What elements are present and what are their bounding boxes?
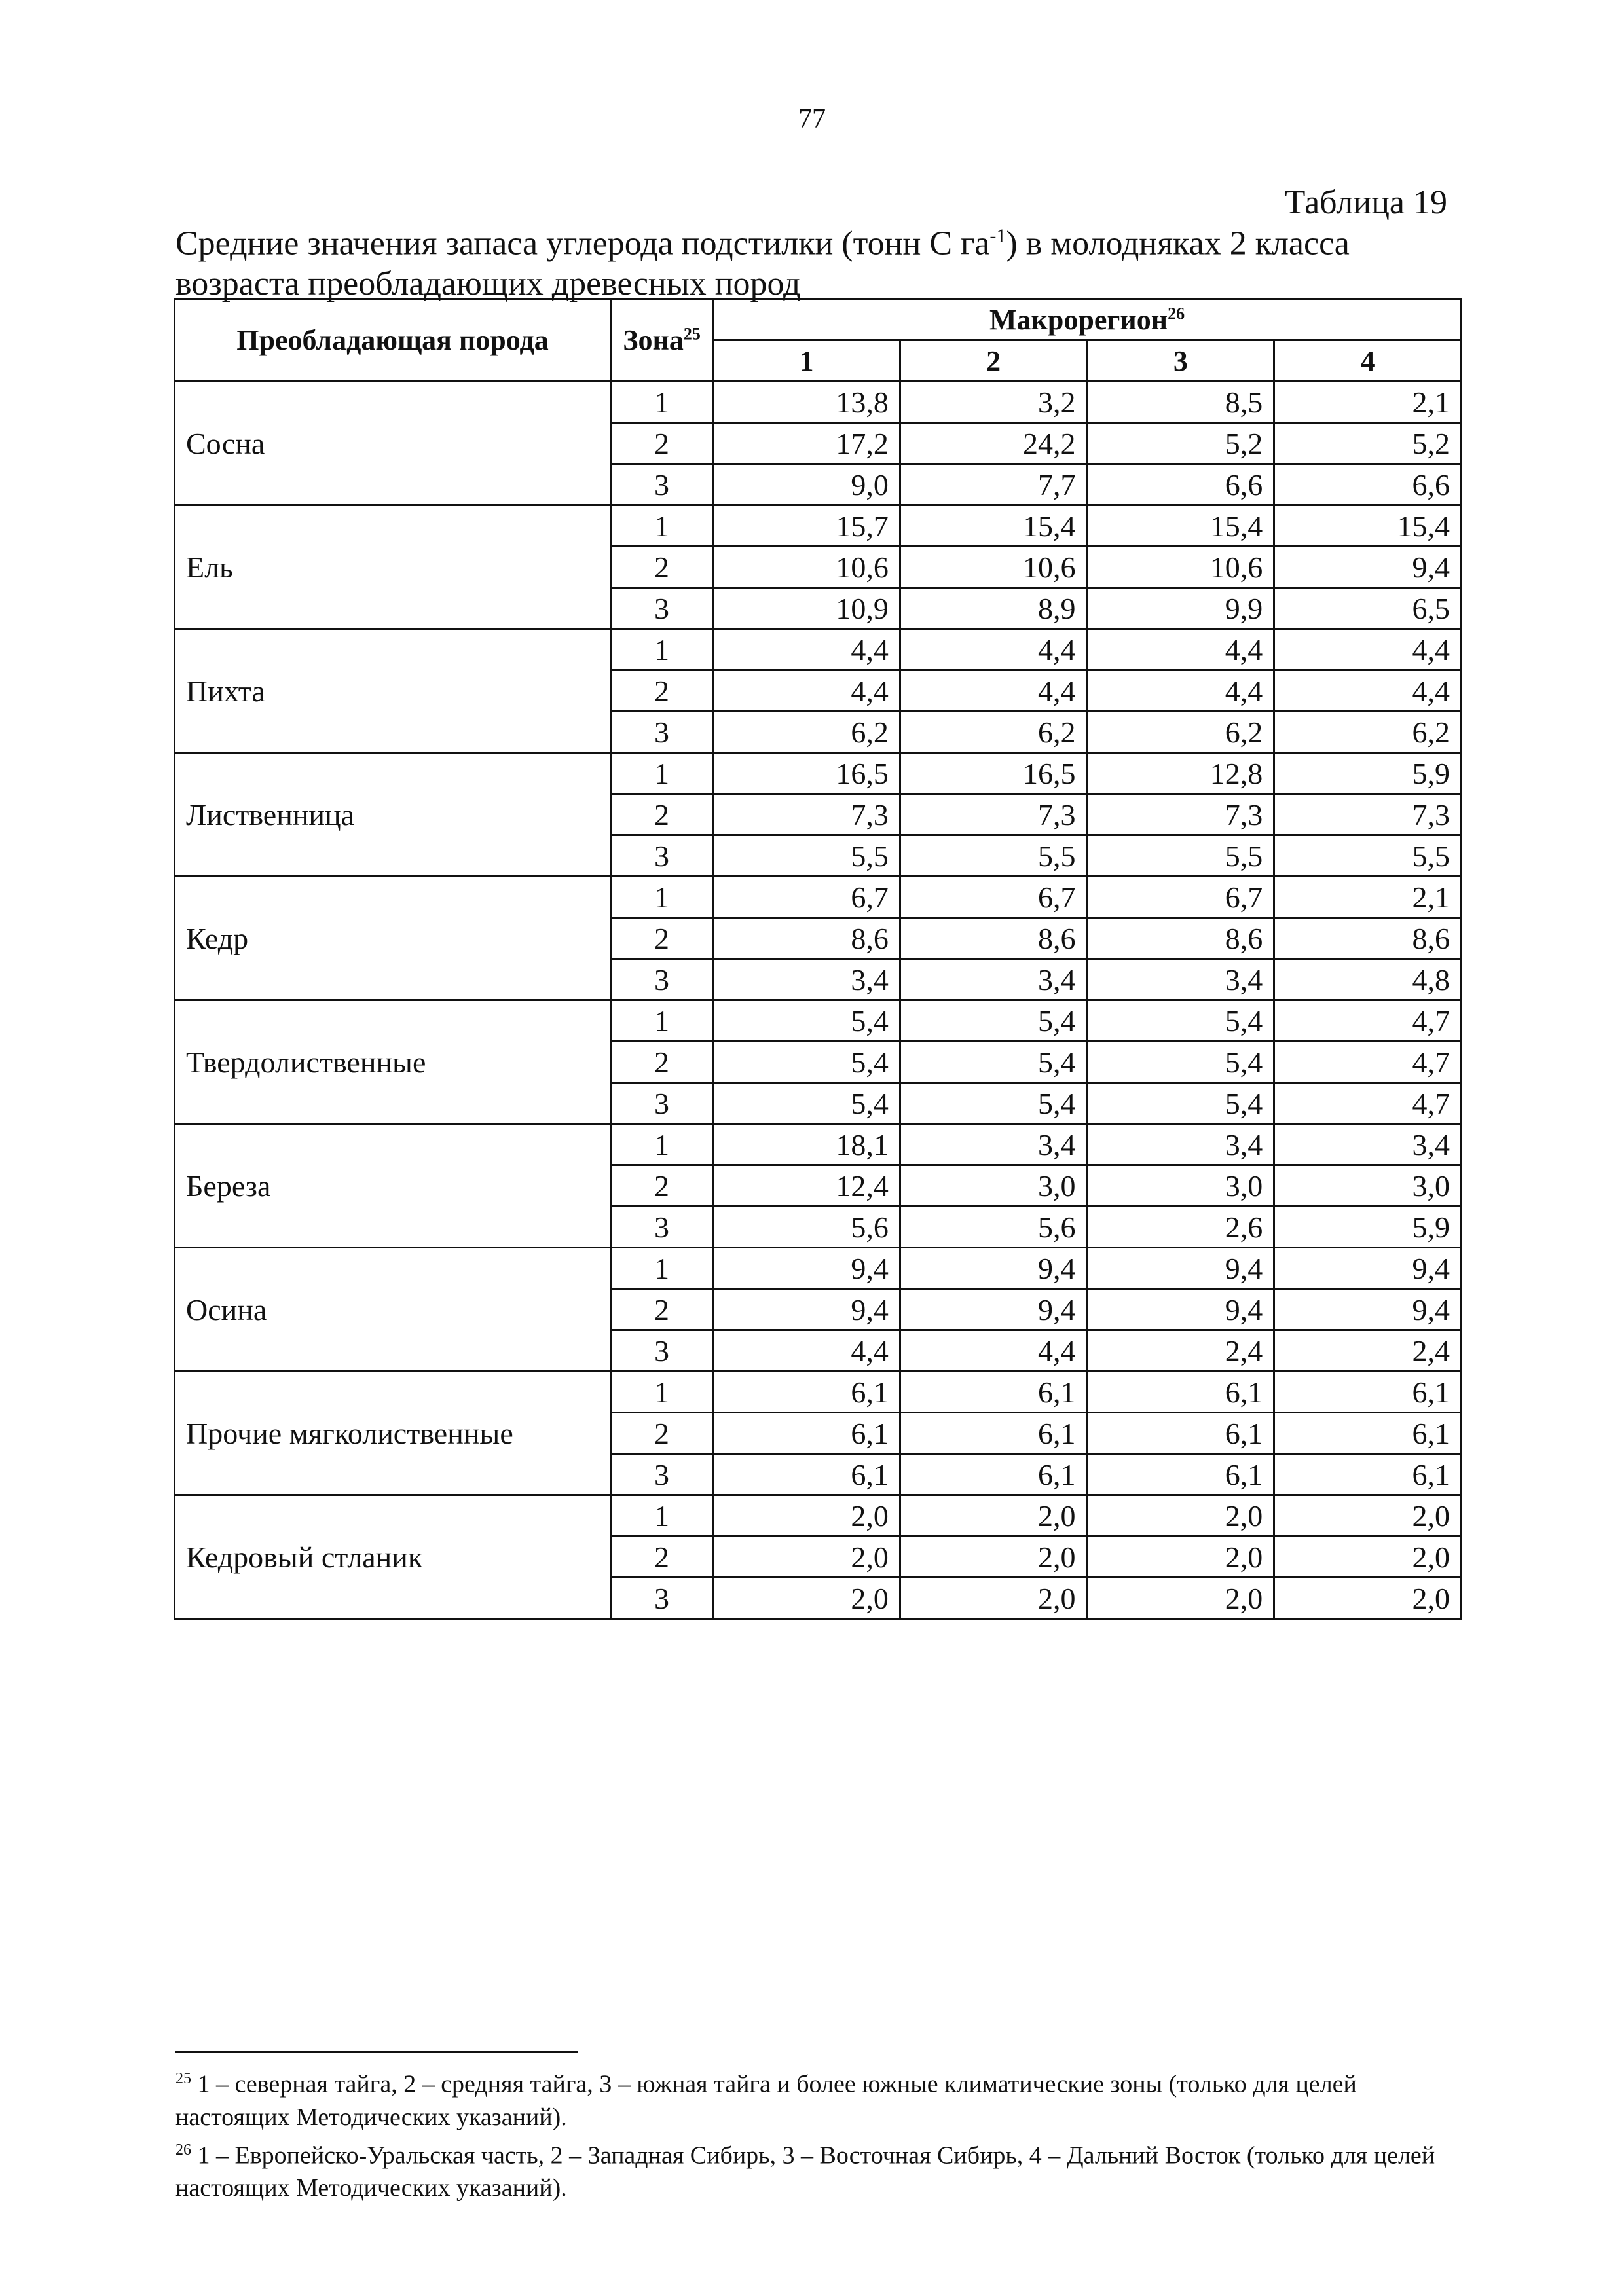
zone-cell: 2: [610, 423, 712, 464]
value-cell-region-2: 8,6: [900, 918, 1087, 959]
zone-cell: 3: [610, 1330, 712, 1372]
value-cell-region-1: 6,1: [713, 1413, 900, 1454]
zone-cell: 1: [610, 877, 712, 918]
caption-text-end: ) в молодняках 2 класса возраста преобладающих древесных пород: [175, 225, 1350, 303]
header-region-2: 2: [900, 340, 1087, 382]
page-number: 77: [798, 104, 826, 134]
value-cell-region-2: 5,5: [900, 835, 1087, 877]
value-cell-region-2: 3,0: [900, 1165, 1087, 1207]
value-cell-region-3: 9,9: [1087, 588, 1274, 629]
value-cell-region-2: 2,0: [900, 1495, 1087, 1537]
value-cell-region-3: 6,6: [1087, 464, 1274, 505]
species-cell: Пихта: [175, 629, 611, 753]
value-cell-region-1: 9,0: [713, 464, 900, 505]
value-cell-region-4: 15,4: [1274, 505, 1462, 547]
value-cell-region-2: 6,1: [900, 1413, 1087, 1454]
value-cell-region-2: 4,4: [900, 670, 1087, 712]
value-cell-region-2: 9,4: [900, 1248, 1087, 1289]
value-cell-region-1: 5,5: [713, 835, 900, 877]
value-cell-region-3: 6,1: [1087, 1372, 1274, 1413]
value-cell-region-4: 4,7: [1274, 1000, 1462, 1042]
zone-cell: 3: [610, 1578, 712, 1619]
zone-cell: 3: [610, 835, 712, 877]
value-cell-region-2: 4,4: [900, 629, 1087, 670]
header-zone: Зона$^{25}$: [610, 299, 712, 382]
value-cell-region-2: 5,4: [900, 1042, 1087, 1083]
zone-cell: 2: [610, 1289, 712, 1330]
value-cell-region-4: 6,2: [1274, 712, 1462, 753]
species-cell: Осина: [175, 1248, 611, 1372]
table-row: [175, 505, 1462, 547]
value-cell-region-4: 5,2: [1274, 423, 1462, 464]
value-cell-region-1: 2,0: [713, 1537, 900, 1578]
header-region-3: 3: [1087, 340, 1274, 382]
value-cell-region-2: 6,1: [900, 1372, 1087, 1413]
zone-cell: 2: [610, 918, 712, 959]
footnote-divider: [175, 2051, 578, 2053]
footnote-text: 1 – северная тайга, 2 – средняя тайга, 3 – южная тайга и более южные климатические зоны (только для целей настоящих Методических указаний).: [175, 2070, 1357, 2131]
value-cell-region-3: 7,3: [1087, 794, 1274, 835]
table-row: [175, 753, 1462, 794]
value-cell-region-4: 2,1: [1274, 877, 1462, 918]
zone-cell: 3: [610, 464, 712, 505]
value-cell-region-1: 6,1: [713, 1372, 900, 1413]
zone-cell: 1: [610, 505, 712, 547]
value-cell-region-4: 4,7: [1274, 1042, 1462, 1083]
value-cell-region-3: 3,4: [1087, 959, 1274, 1000]
table-row: [175, 1124, 1462, 1165]
value-cell-region-1: 18,1: [713, 1124, 900, 1165]
table-row: [175, 1372, 1462, 1413]
header-region-4: 4: [1274, 340, 1462, 382]
value-cell-region-3: 5,4: [1087, 1042, 1274, 1083]
value-cell-region-3: 3,4: [1087, 1124, 1274, 1165]
footnote-26: [175, 2134, 1459, 2205]
value-cell-region-4: 6,1: [1274, 1372, 1462, 1413]
zone-cell: 3: [610, 712, 712, 753]
zone-cell: 1: [610, 1248, 712, 1289]
footnote-text: 1 – Европейско-Уральская часть, 2 – Западная Сибирь, 3 – Восточная Сибирь, 4 – Дальний Восток (только для целей настоящих Методических указаний).: [175, 2141, 1435, 2202]
zone-cell: 2: [610, 1165, 712, 1207]
value-cell-region-1: 16,5: [713, 753, 900, 794]
value-cell-region-3: 9,4: [1087, 1248, 1274, 1289]
value-cell-region-3: 4,4: [1087, 670, 1274, 712]
value-cell-region-4: 3,4: [1274, 1124, 1462, 1165]
value-cell-region-1: 9,4: [713, 1248, 900, 1289]
zone-cell: 3: [610, 959, 712, 1000]
value-cell-region-2: 10,6: [900, 547, 1087, 588]
zone-cell: 3: [610, 588, 712, 629]
value-cell-region-3: 5,4: [1087, 1083, 1274, 1124]
value-cell-region-2: 6,2: [900, 712, 1087, 753]
table-row: [175, 382, 1462, 423]
zone-cell: 2: [610, 547, 712, 588]
value-cell-region-2: 2,0: [900, 1537, 1087, 1578]
value-cell-region-3: 6,7: [1087, 877, 1274, 918]
zone-cell: 2: [610, 670, 712, 712]
value-cell-region-4: 2,1: [1274, 382, 1462, 423]
species-cell: Сосна: [175, 382, 611, 505]
value-cell-region-2: 4,4: [900, 1330, 1087, 1372]
value-cell-region-4: 7,3: [1274, 794, 1462, 835]
value-cell-region-2: 16,5: [900, 753, 1087, 794]
value-cell-region-2: 2,0: [900, 1578, 1087, 1619]
value-cell-region-1: 6,7: [713, 877, 900, 918]
value-cell-region-1: 3,4: [713, 959, 900, 1000]
value-cell-region-2: 7,3: [900, 794, 1087, 835]
zone-cell: 1: [610, 382, 712, 423]
value-cell-region-1: 9,4: [713, 1289, 900, 1330]
value-cell-region-2: 9,4: [900, 1289, 1087, 1330]
value-cell-region-4: 6,6: [1274, 464, 1462, 505]
zone-cell: 1: [610, 1000, 712, 1042]
footnote-mark: 26: [175, 2141, 191, 2159]
value-cell-region-2: 15,4: [900, 505, 1087, 547]
value-cell-region-4: 5,9: [1274, 1207, 1462, 1248]
zone-cell: 1: [610, 629, 712, 670]
value-cell-region-2: 6,1: [900, 1454, 1087, 1495]
carbon-litter-table: [174, 298, 1462, 1620]
value-cell-region-4: 2,0: [1274, 1495, 1462, 1537]
value-cell-region-1: 6,2: [713, 712, 900, 753]
value-cell-region-1: 4,4: [713, 1330, 900, 1372]
zone-cell: 3: [610, 1207, 712, 1248]
value-cell-region-3: 5,4: [1087, 1000, 1274, 1042]
table-body: [175, 382, 1462, 1619]
table-row: [175, 1248, 1462, 1289]
value-cell-region-2: 3,4: [900, 959, 1087, 1000]
value-cell-region-3: 2,0: [1087, 1537, 1274, 1578]
value-cell-region-1: 13,8: [713, 382, 900, 423]
species-cell: Лиственница: [175, 753, 611, 877]
table-row: [175, 1000, 1462, 1042]
value-cell-region-4: 6,1: [1274, 1413, 1462, 1454]
value-cell-region-4: 9,4: [1274, 1248, 1462, 1289]
value-cell-region-4: 9,4: [1274, 1289, 1462, 1330]
value-cell-region-2: 8,9: [900, 588, 1087, 629]
value-cell-region-4: 6,5: [1274, 588, 1462, 629]
value-cell-region-3: 6,2: [1087, 712, 1274, 753]
value-cell-region-3: 6,1: [1087, 1454, 1274, 1495]
value-cell-region-3: 9,4: [1087, 1289, 1274, 1330]
value-cell-region-2: 3,2: [900, 382, 1087, 423]
caption-text-start: Средние значения запаса углерода подстилки (тонн С га: [175, 225, 990, 263]
value-cell-region-4: 6,1: [1274, 1454, 1462, 1495]
value-cell-region-1: 5,4: [713, 1000, 900, 1042]
value-cell-region-4: 4,4: [1274, 629, 1462, 670]
value-cell-region-1: 5,4: [713, 1083, 900, 1124]
value-cell-region-3: 2,6: [1087, 1207, 1274, 1248]
value-cell-region-2: 7,7: [900, 464, 1087, 505]
value-cell-region-3: 2,0: [1087, 1578, 1274, 1619]
value-cell-region-3: 2,0: [1087, 1495, 1274, 1537]
species-cell: Береза: [175, 1124, 611, 1248]
header-macroregion-footnote-mark: 26: [1168, 303, 1185, 323]
zone-cell: 3: [610, 1083, 712, 1124]
value-cell-region-3: 4,4: [1087, 629, 1274, 670]
value-cell-region-3: 3,0: [1087, 1165, 1274, 1207]
table-row: [175, 877, 1462, 918]
zone-cell: 3: [610, 1454, 712, 1495]
zone-cell: 2: [610, 1413, 712, 1454]
header-species: Преобладающая порода: [175, 299, 611, 382]
value-cell-region-2: 3,4: [900, 1124, 1087, 1165]
value-cell-region-1: 4,4: [713, 670, 900, 712]
value-cell-region-2: 5,4: [900, 1083, 1087, 1124]
value-cell-region-3: 12,8: [1087, 753, 1274, 794]
species-cell: Кедровый стланик: [175, 1495, 611, 1619]
value-cell-region-1: 5,6: [713, 1207, 900, 1248]
value-cell-region-4: 9,4: [1274, 547, 1462, 588]
value-cell-region-1: 5,4: [713, 1042, 900, 1083]
table-row: [175, 1495, 1462, 1537]
species-cell: Кедр: [175, 877, 611, 1000]
value-cell-region-1: 17,2: [713, 423, 900, 464]
footnote-mark: 25: [175, 2070, 191, 2087]
zone-cell: 1: [610, 1124, 712, 1165]
footnote-25: [175, 2062, 1459, 2134]
zone-cell: 2: [610, 794, 712, 835]
value-cell-region-1: 2,0: [713, 1495, 900, 1537]
value-cell-region-2: 5,4: [900, 1000, 1087, 1042]
table-label: Таблица 19: [1284, 184, 1447, 221]
caption-superscript: -1: [989, 225, 1006, 247]
value-cell-region-4: 5,5: [1274, 835, 1462, 877]
value-cell-region-3: 5,5: [1087, 835, 1274, 877]
value-cell-region-1: 15,7: [713, 505, 900, 547]
value-cell-region-3: 2,4: [1087, 1330, 1274, 1372]
value-cell-region-4: 8,6: [1274, 918, 1462, 959]
value-cell-region-1: 12,4: [713, 1165, 900, 1207]
value-cell-region-4: 5,9: [1274, 753, 1462, 794]
value-cell-region-4: 2,4: [1274, 1330, 1462, 1372]
value-cell-region-4: 4,8: [1274, 959, 1462, 1000]
header-region-1: 1: [713, 340, 900, 382]
value-cell-region-3: 15,4: [1087, 505, 1274, 547]
value-cell-region-1: 8,6: [713, 918, 900, 959]
value-cell-region-2: 5,6: [900, 1207, 1087, 1248]
value-cell-region-4: 2,0: [1274, 1578, 1462, 1619]
value-cell-region-3: 5,2: [1087, 423, 1274, 464]
species-cell: Ель: [175, 505, 611, 629]
value-cell-region-4: 4,7: [1274, 1083, 1462, 1124]
value-cell-region-4: 4,4: [1274, 670, 1462, 712]
value-cell-region-3: 10,6: [1087, 547, 1274, 588]
value-cell-region-1: 6,1: [713, 1454, 900, 1495]
table-row: [175, 629, 1462, 670]
zone-cell: 1: [610, 1372, 712, 1413]
value-cell-region-4: 3,0: [1274, 1165, 1462, 1207]
value-cell-region-4: 2,0: [1274, 1537, 1462, 1578]
value-cell-region-1: 7,3: [713, 794, 900, 835]
table-caption: [175, 216, 1459, 304]
value-cell-region-2: 24,2: [900, 423, 1087, 464]
header-macroregion: Макрорегион$^{26}$: [713, 299, 1462, 340]
value-cell-region-3: 8,6: [1087, 918, 1274, 959]
value-cell-region-1: 10,6: [713, 547, 900, 588]
species-cell: Прочие мягколиственные: [175, 1372, 611, 1495]
zone-cell: 1: [610, 753, 712, 794]
footnotes: [175, 2062, 1459, 2204]
zone-cell: 1: [610, 1495, 712, 1537]
value-cell-region-1: 10,9: [713, 588, 900, 629]
value-cell-region-2: 6,7: [900, 877, 1087, 918]
zone-cell: 2: [610, 1042, 712, 1083]
value-cell-region-3: 8,5: [1087, 382, 1274, 423]
species-cell: Твердолиственные: [175, 1000, 611, 1124]
value-cell-region-1: 2,0: [713, 1578, 900, 1619]
value-cell-region-3: 6,1: [1087, 1413, 1274, 1454]
header-zone-footnote-mark: 25: [683, 324, 701, 344]
zone-cell: 2: [610, 1537, 712, 1578]
value-cell-region-1: 4,4: [713, 629, 900, 670]
